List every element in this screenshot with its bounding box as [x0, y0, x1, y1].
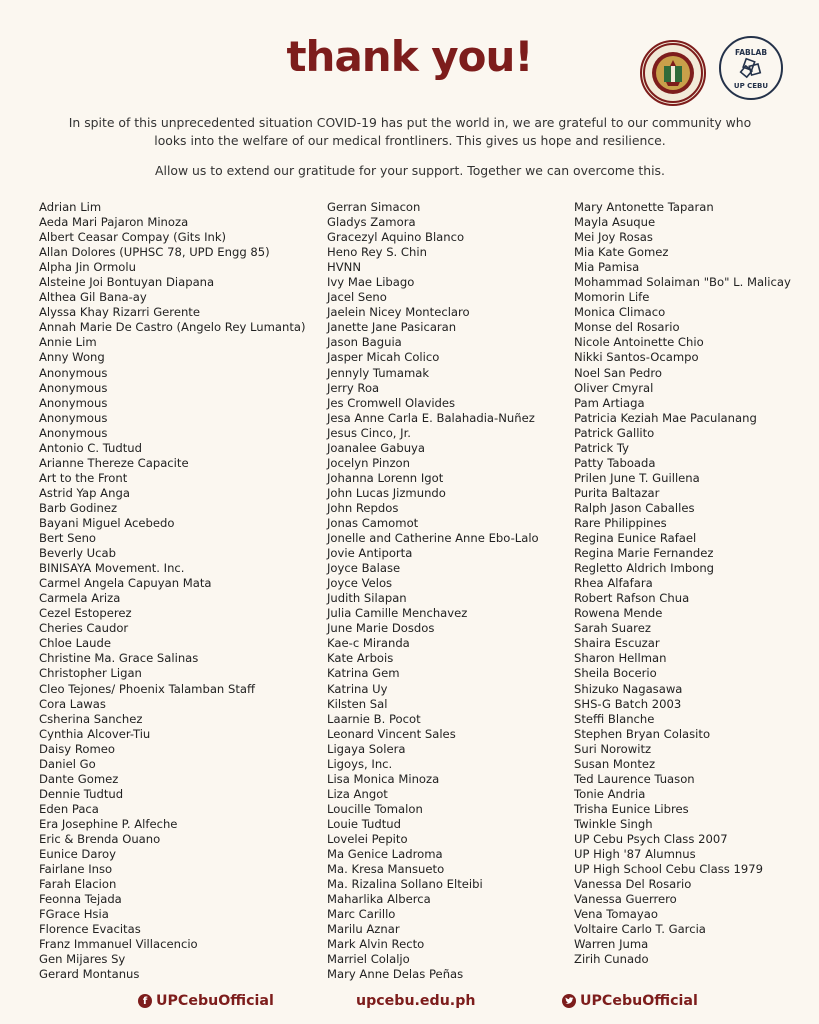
donor-name: Ligaya Solera: [327, 741, 406, 756]
donor-name: Eric & Brenda Ouano: [39, 831, 161, 846]
donor-name: Alsteine Joi Bontuyan Diapana: [39, 275, 215, 290]
donor-name: Tonie Andria: [574, 786, 646, 801]
donor-name: Rowena Mende: [574, 606, 663, 621]
donor-name: Pam Artiaga: [574, 395, 645, 410]
donor-name: Ralph Jason Caballes: [574, 500, 695, 515]
donor-name: Eunice Daroy: [39, 847, 116, 862]
website-url: upcebu.edu.ph: [356, 993, 476, 1009]
donor-name: Alpha Jin Ormolu: [39, 260, 136, 275]
donor-name: Nicole Antoinette Chio: [574, 335, 704, 350]
donor-name: Heno Rey S. Chin: [327, 245, 427, 260]
donor-name: Jovie Antiporta: [327, 546, 413, 561]
donor-name: Jerry Roa: [327, 380, 380, 395]
donor-name: Jasper Micah Colico: [327, 350, 440, 365]
donor-name: John Lucas Jizmundo: [327, 485, 446, 500]
donor-name: Leonard Vincent Sales: [327, 726, 456, 741]
donor-name: Laarnie B. Pocot: [327, 711, 421, 726]
donor-name: Marriel Colaljo: [327, 952, 410, 967]
donor-name: Gladys Zamora: [327, 215, 416, 230]
donor-name: Anonymous: [39, 380, 108, 395]
donor-name: Annie Lim: [39, 335, 97, 350]
donor-name: Alyssa Khay Rizarri Gerente: [39, 305, 200, 320]
donor-name: Albert Ceasar Compay (Gits Ink): [39, 230, 227, 245]
donor-name: Louie Tudtud: [327, 816, 402, 831]
donor-name: Mohammad Solaiman "Bo" L. Malicay: [574, 275, 791, 290]
donor-name: BINISAYA Movement. Inc.: [39, 561, 185, 576]
donor-name: Aeda Mari Pajaron Minoza: [39, 215, 189, 230]
donor-name: Marc Carillo: [327, 907, 396, 922]
donor-name: Noel San Pedro: [574, 365, 662, 380]
donor-name: Jocelyn Pinzon: [327, 455, 410, 470]
donor-name: Daisy Romeo: [39, 741, 115, 756]
donor-list-column-3: [574, 200, 791, 967]
up-cebu-logo-text: UP CEBU: [733, 82, 769, 90]
up-cebu-seal-logo: [640, 40, 706, 106]
donor-name: Mia Kate Gomez: [574, 245, 669, 260]
donor-name: Mia Pamisa: [574, 260, 640, 275]
donor-name: Prilen June T. Guillena: [574, 470, 700, 485]
donor-name: Annah Marie De Castro (Angelo Rey Lumanta): [39, 320, 306, 335]
donor-name: Lisa Monica Minoza: [327, 771, 440, 786]
donor-name: Janette Jane Pasicaran: [327, 320, 457, 335]
donor-name: UP High School Cebu Class 1979: [574, 862, 763, 877]
donor-name: Katrina Gem: [327, 666, 400, 681]
donor-name: Jason Baguia: [327, 335, 402, 350]
donor-name: Art to the Front: [39, 470, 128, 485]
donor-name: Anonymous: [39, 395, 108, 410]
donor-name: UP Cebu Psych Class 2007: [574, 831, 728, 846]
donor-name: Daniel Go: [39, 756, 96, 771]
donor-name: Patrick Ty: [574, 440, 630, 455]
donor-name: SHS-G Batch 2003: [574, 696, 682, 711]
donor-name: Julia Camille Menchavez: [327, 606, 468, 621]
donor-name: Loucille Tomalon: [327, 801, 423, 816]
donor-name: Christopher Ligan: [39, 666, 142, 681]
donor-name: Shaira Escuzar: [574, 636, 660, 651]
donor-name: Patrick Gallito: [574, 425, 655, 440]
donor-name: Vena Tomayao: [574, 907, 658, 922]
donor-name: Sharon Hellman: [574, 651, 667, 666]
donor-name: Lovelei Pepito: [327, 831, 408, 846]
donor-name: Christine Ma. Grace Salinas: [39, 651, 199, 666]
fablab-up-cebu-logo: [719, 36, 783, 100]
donor-name: Antonio C. Tudtud: [39, 440, 143, 455]
donor-name: Vanessa Guerrero: [574, 892, 677, 907]
donor-name: Barb Godinez: [39, 500, 118, 515]
donor-name: Althea Gil Bana-ay: [39, 290, 147, 305]
donor-name: Mayla Asuque: [574, 215, 656, 230]
donor-name: Patricia Keziah Mae Paculanang: [574, 410, 757, 425]
donor-name: Anonymous: [39, 365, 108, 380]
donor-name: Anonymous: [39, 410, 108, 425]
donor-name: Allan Dolores (UPHSC 78, UPD Engg 85): [39, 245, 270, 260]
donor-name: Voltaire Carlo T. Garcia: [574, 922, 706, 937]
donor-name: Kilsten Sal: [327, 696, 388, 711]
donor-name: Era Josephine P. Alfeche: [39, 816, 178, 831]
twitter-icon: [562, 994, 576, 1008]
donor-name: Suri Norowitz: [574, 741, 652, 756]
donor-name: Jonelle and Catherine Anne Ebo-Lalo: [327, 531, 539, 546]
twitter-link[interactable]: [562, 990, 698, 1012]
donor-name: Gracezyl Aquino Blanco: [327, 230, 465, 245]
donor-name: FGrace Hsia: [39, 907, 109, 922]
donor-name: Kae-c Miranda: [327, 636, 410, 651]
donor-name: Jonas Camomot: [327, 515, 419, 530]
donor-name: Farah Elacion: [39, 877, 117, 892]
donor-name: Mei Joy Rosas: [574, 230, 653, 245]
donor-name: Oliver Cmyral: [574, 380, 654, 395]
donor-name: Adrian Lim: [39, 200, 102, 214]
donor-name: Steffi Blanche: [574, 711, 655, 726]
donor-name: Jesa Anne Carla E. Balahadia-Nuñez: [327, 410, 535, 425]
website-link[interactable]: [356, 990, 475, 1012]
donor-name: Warren Juma: [574, 937, 649, 952]
twitter-handle: UPCebuOfficial: [580, 993, 698, 1009]
donor-name: John Repdos: [327, 500, 399, 515]
donor-name: Dennie Tudtud: [39, 786, 124, 801]
donor-name: Beverly Ucab: [39, 546, 116, 561]
donor-name: Bert Seno: [39, 531, 97, 546]
donor-name: Monica Climaco: [574, 305, 666, 320]
donor-name: Eden Paca: [39, 801, 99, 816]
donor-name: Jes Cromwell Olavides: [327, 395, 456, 410]
donor-name: Chloe Laude: [39, 636, 111, 651]
donor-name: UP High '87 Alumnus: [574, 847, 696, 862]
donor-name: Bayani Miguel Acebedo: [39, 515, 175, 530]
intro-message: In spite of this unprecedented situation COVID-19 has put the world in, we are grateful to our community who looks into the welfare of our medical frontliners. This gives us hope and resilience.: [68, 115, 752, 148]
donor-name: Ma. Rizalina Sollano Elteibi: [327, 877, 483, 892]
donor-name: Jennyly Tumamak: [327, 365, 430, 380]
donor-name: Jacel Seno: [327, 290, 387, 305]
donor-name: Florence Evacitas: [39, 922, 141, 937]
donor-name: Rare Philippines: [574, 515, 667, 530]
donor-list-column-1: [39, 200, 306, 982]
donor-name: Shizuko Nagasawa: [574, 681, 683, 696]
donor-name: Gerran Simacon: [327, 200, 421, 214]
donor-name: Patty Taboada: [574, 455, 656, 470]
donor-name: Dante Gomez: [39, 771, 119, 786]
donor-name: Marilu Aznar: [327, 922, 400, 937]
donor-name: Jesus Cinco, Jr.: [327, 425, 411, 440]
donor-name: Monse del Rosario: [574, 320, 680, 335]
page-title: thank you!: [286, 32, 533, 81]
donor-name: Carmel Angela Capuyan Mata: [39, 576, 212, 591]
donor-name: Trisha Eunice Libres: [574, 801, 689, 816]
donor-list-column-2: [327, 200, 539, 982]
donor-name: Judith Silapan: [327, 591, 407, 606]
donor-name: Ma. Kresa Mansueto: [327, 862, 445, 877]
donor-name: Jaelein Nicey Monteclaro: [327, 305, 470, 320]
donor-name: Ligoys, Inc.: [327, 756, 393, 771]
donor-name: Rhea Alfafara: [574, 576, 653, 591]
donor-name: Robert Rafson Chua: [574, 591, 690, 606]
donor-name: Regletto Aldrich Imbong: [574, 561, 715, 576]
donor-name: Franz Immanuel Villacencio: [39, 937, 198, 952]
donor-name: Katrina Uy: [327, 681, 388, 696]
donor-name: Joyce Balase: [327, 561, 401, 576]
donor-name: Joyce Velos: [327, 576, 393, 591]
donor-name: Sarah Suarez: [574, 621, 651, 636]
donor-name: Purita Baltazar: [574, 485, 660, 500]
donor-name: Mary Antonette Taparan: [574, 200, 714, 214]
donor-name: Nikki Santos-Ocampo: [574, 350, 699, 365]
donor-name: HVNN: [327, 260, 361, 275]
donor-name: Kate Arbois: [327, 651, 394, 666]
donor-name: Maharlika Alberca: [327, 892, 431, 907]
donor-name: Anonymous: [39, 425, 108, 440]
donor-name: Joanalee Gabuya: [327, 440, 426, 455]
donor-name: Cora Lawas: [39, 696, 106, 711]
donor-name: Fairlane Inso: [39, 862, 113, 877]
donor-name: Ivy Mae Libago: [327, 275, 415, 290]
donor-name: Cynthia Alcover-Tiu: [39, 726, 151, 741]
donor-name: Regina Marie Fernandez: [574, 546, 714, 561]
donor-name: Momorin Life: [574, 290, 650, 305]
donor-name: Vanessa Del Rosario: [574, 877, 692, 892]
donor-name: Cezel Estoperez: [39, 606, 132, 621]
donor-name: Susan Montez: [574, 756, 656, 771]
donor-name: Arianne Thereze Capacite: [39, 455, 189, 470]
donor-name: Gen Mijares Sy: [39, 952, 126, 967]
donor-name: Mark Alvin Recto: [327, 937, 425, 952]
donor-name: Johanna Lorenn Igot: [327, 470, 444, 485]
fablab-logo-text: FABLAB: [734, 48, 768, 57]
donor-name: Sheila Bocerio: [574, 666, 657, 681]
donor-name: Anny Wong: [39, 350, 105, 365]
donor-name: Ted Laurence Tuason: [574, 771, 695, 786]
donor-name: Carmela Ariza: [39, 591, 121, 606]
support-message: Allow us to extend our gratitude for your support. Together we can overcome this.: [155, 163, 665, 178]
donor-name: Liza Angot: [327, 786, 388, 801]
donor-name: Cleo Tejones/ Phoenix Talamban Staff: [39, 681, 255, 696]
donor-name: Twinkle Singh: [574, 816, 653, 831]
facebook-link[interactable]: [138, 990, 274, 1012]
donor-name: Csherina Sanchez: [39, 711, 143, 726]
donor-name: Cheries Caudor: [39, 621, 129, 636]
donor-name: Stephen Bryan Colasito: [574, 726, 711, 741]
donor-name: Ma Genice Ladroma: [327, 847, 443, 862]
donor-name: Astrid Yap Anga: [39, 485, 130, 500]
donor-name: June Marie Dosdos: [327, 621, 435, 636]
donor-name: Regina Eunice Rafael: [574, 531, 697, 546]
donor-name: Mary Anne Delas Peñas: [327, 967, 464, 982]
donor-name: Feonna Tejada: [39, 892, 122, 907]
donor-name: Gerard Montanus: [39, 967, 140, 982]
donor-name: Zirih Cunado: [574, 952, 649, 967]
facebook-icon: f: [138, 994, 152, 1008]
facebook-handle: UPCebuOfficial: [156, 993, 274, 1009]
